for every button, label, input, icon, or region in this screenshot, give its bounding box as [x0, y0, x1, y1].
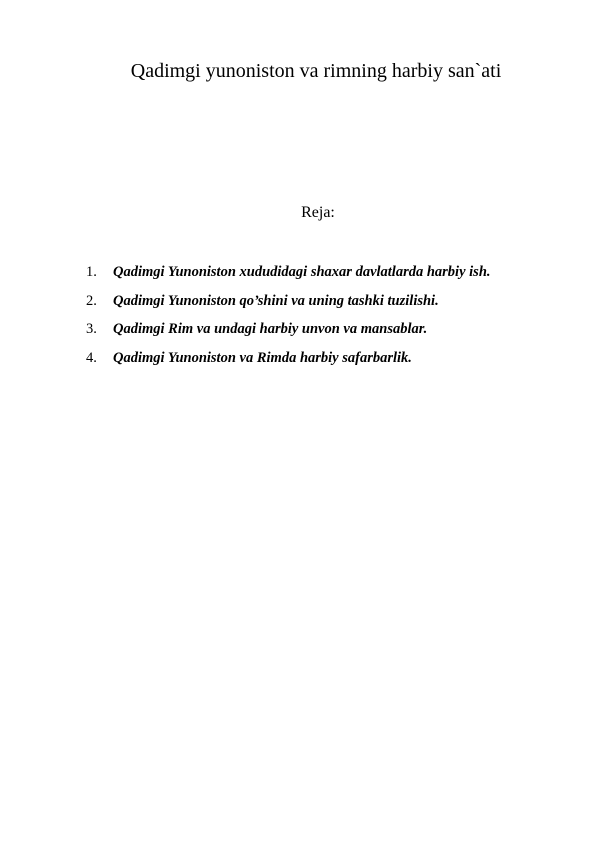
plan-item-1 — [86, 262, 566, 291]
plan-item-text: Qadimgi Yunoniston xududidagi shaxar davlatlarda harbiy ish. — [113, 264, 491, 280]
plan-item-number: 4. — [86, 349, 97, 366]
plan-item-text: Qadimgi Rim va undagi harbiy unvon va mansablar. — [113, 321, 428, 337]
plan-heading: Reja: — [301, 204, 335, 221]
plan-item-4 — [86, 348, 566, 377]
document-title: Qadimgi yunoniston va rimning harbiy san`ati — [130, 60, 502, 82]
plan-list — [86, 262, 566, 376]
plan-item-number: 1. — [86, 264, 97, 280]
plan-item-number: 2. — [86, 292, 97, 309]
plan-item-text: Qadimgi Yunoniston qo’shini va uning tashki tuzilishi. — [113, 292, 439, 309]
plan-item-3 — [86, 319, 566, 348]
plan-item-number: 3. — [86, 321, 97, 337]
plan-item-text: Qadimgi Yunoniston va Rimda harbiy safarbarlik. — [113, 349, 412, 366]
plan-item-2 — [86, 291, 566, 320]
